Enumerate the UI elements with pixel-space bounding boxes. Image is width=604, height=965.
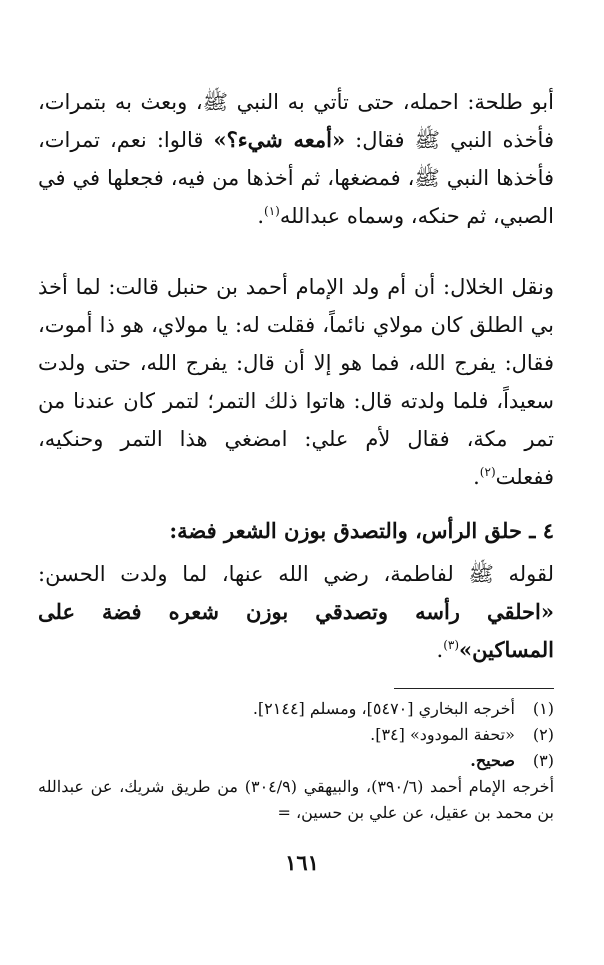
footnote-text: «تحفة المودود» [٣٤].	[370, 725, 515, 744]
footnote-ref-2: (٢)	[479, 465, 496, 479]
footnote-separator	[394, 688, 554, 689]
paragraph-1-text-end: قالوا: نعم، تمرات، فأخذها النبي ﷺ، فمضغها، ثم أخذها من فيه، فجعلها في في الصبي، ثم حنكه، وسماه عبدالله	[38, 128, 554, 228]
section-heading: ٤ ـ حلق الرأس، والتصدق بوزن الشعر فضة:	[169, 518, 554, 543]
footnotes	[38, 696, 554, 826]
footnote-2	[38, 722, 554, 748]
footnote-number: (١)	[532, 699, 554, 718]
hadith-quote-2: «احلقي رأسه وتصدقي بوزن شعره فضة على المساكين»	[38, 599, 554, 662]
page-number: ١٦١	[285, 850, 319, 875]
paragraph-1-period: .	[257, 204, 265, 228]
footnote-3	[38, 748, 554, 774]
footnote-1	[38, 696, 554, 722]
paragraph-2	[38, 268, 554, 496]
footnote-ref-1: (١)	[264, 204, 280, 218]
paragraph-3	[38, 555, 554, 669]
footnote-3-body: أخرجه الإمام أحمد (٣٩٠/٦)، والبيهقي (٣٠٤/٩) من طريق شريك، عن عبدالله بن محمد بن عقيل، عن علي بن حسين، =	[38, 777, 555, 822]
footnote-ref-3: (٣)	[443, 638, 460, 652]
hadith-quote-1: «أمعه شيء؟»	[213, 127, 346, 152]
footnote-number: (٣)	[532, 751, 554, 770]
paragraph-2-period: .	[473, 465, 480, 489]
paragraph-3-period: .	[436, 638, 444, 662]
paragraph-1	[38, 83, 554, 235]
paragraph-2-text: ونقل الخلال: أن أم ولد الإمام أحمد بن حنبل قالت: لما أخذ بي الطلق كان مولاي نائماً، فقلت له: يا مولاي، هو ذا أموت، فقال: يفرج الله، فما هو إلا أن قال: يفرج الله، حتى ولدت سعيداً، فلما ولدته قال: هاتوا ذلك التمر؛ لتمر كان عندنا من تمر مكة، فقال لأم علي: امضغي هذا التمر وحنكيه، ففعلت	[38, 275, 554, 489]
paragraph-3-text: لقوله ﷺ لفاطمة، رضي الله عنها، لما ولدت الحسن:	[38, 562, 554, 586]
footnote-text: أخرجه البخاري [٥٤٧٠]، ومسلم [٢١٤٤].	[252, 699, 515, 718]
footnote-text: صحيح.	[470, 751, 515, 770]
footnote-number: (٢)	[532, 725, 554, 744]
paragraph-1-text-start: أبو طلحة: احمله، حتى تأتي به النبي ﷺ، وبعث به بتمرات، فأخذه النبي ﷺ فقال:	[38, 90, 554, 152]
